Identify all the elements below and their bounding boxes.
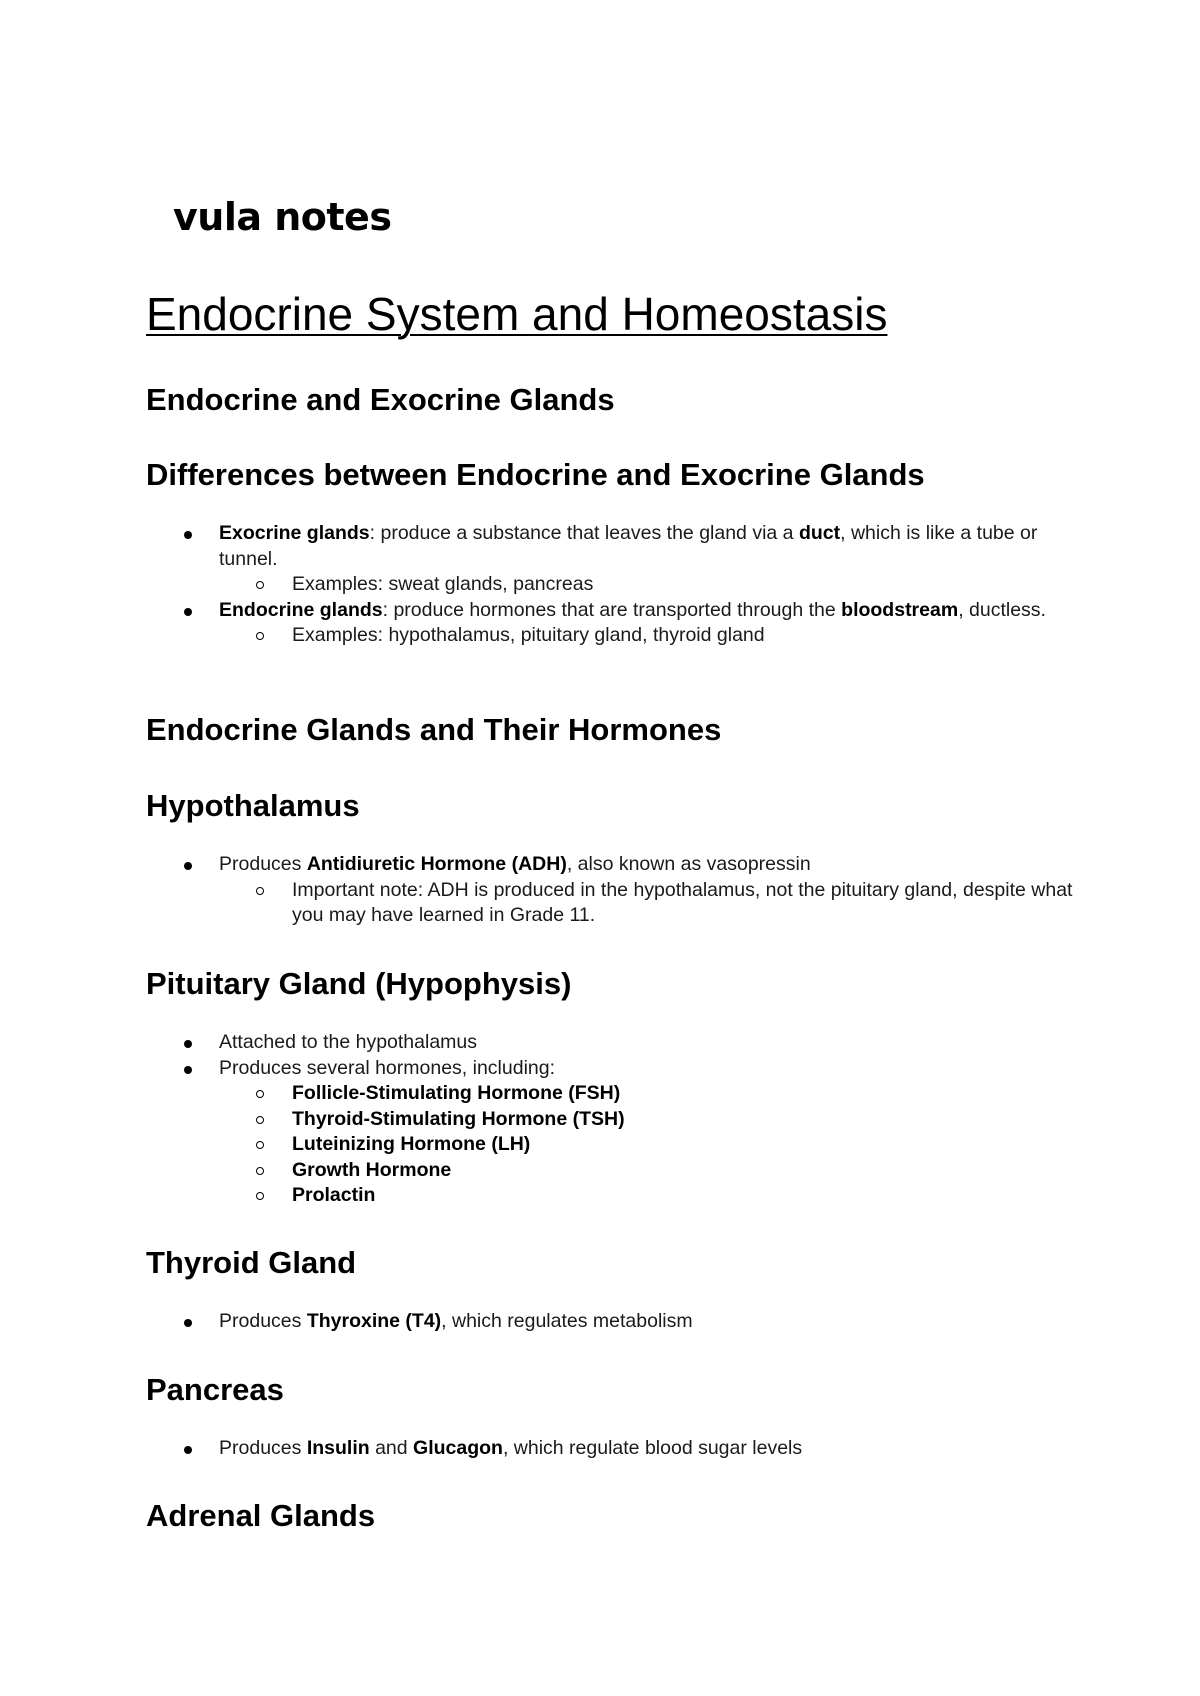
list-subitem-hormone: [146, 1158, 1086, 1184]
endocrine-text-end: , ductless.: [958, 598, 1046, 621]
term-glucagon: Glucagon: [413, 1437, 503, 1459]
list-item-adh: [146, 852, 1086, 878]
heading-endocrine-exocrine: Endocrine and Exocrine Glands: [146, 382, 615, 417]
term-bloodstream: bloodstream: [841, 598, 959, 621]
list-subitem-exocrine-examples: Examples: sweat glands, pancreas: [146, 572, 1086, 598]
heading-differences: Differences between Endocrine and Exocrine Glands: [146, 457, 925, 492]
term-endocrine: Endocrine glands: [219, 598, 383, 621]
term-tsh: Thyroid-Stimulating Hormone (TSH): [292, 1107, 625, 1130]
heading-hormones: Endocrine Glands and Their Hormones: [146, 712, 722, 747]
term-duct: duct: [798, 522, 841, 544]
logo-text: vula notes: [173, 195, 392, 239]
list-item-attached: Attached to the hypothalamus: [146, 1030, 1086, 1056]
term-adh: Antidiuretic Hormone (ADH): [306, 853, 567, 875]
pancreas-suffix: , which regulate blood sugar levels: [502, 1437, 803, 1459]
list-subitem-hormone: [146, 1107, 1086, 1133]
produces-text: Produces: [219, 1310, 307, 1332]
and-text: and: [369, 1437, 414, 1459]
heading-thyroid: Thyroid Gland: [146, 1245, 357, 1280]
differences-list: [146, 521, 1086, 649]
exocrine-text: : produce a substance that leaves the gland via a: [369, 522, 799, 544]
list-subitem-endocrine-examples: Examples: hypothalamus, pituitary gland, thyroid gland: [146, 623, 1086, 649]
thyroid-list: [146, 1309, 1086, 1335]
term-exocrine: Exocrine glands: [219, 522, 370, 544]
pancreas-list: [146, 1436, 1086, 1462]
term-fsh: Follicle-Stimulating Hormone (FSH): [292, 1082, 621, 1104]
term-growth-hormone: Growth Hormone: [292, 1158, 452, 1181]
thyroxine-suffix: , which regulates metabolism: [441, 1310, 693, 1332]
list-item-produces-several: Produces several hormones, including:: [146, 1056, 1086, 1082]
pituitary-list: [146, 1030, 1086, 1209]
list-subitem-hormone: [146, 1081, 1086, 1107]
heading-adrenal: Adrenal Glands: [146, 1498, 376, 1533]
list-subitem-hormone: [146, 1132, 1086, 1158]
list-item-exocrine: [146, 521, 1086, 572]
endocrine-text: : produce hormones that are transported through the: [382, 598, 842, 621]
heading-pancreas: Pancreas: [146, 1372, 284, 1407]
term-lh: Luteinizing Hormone (LH): [292, 1133, 531, 1155]
list-subitem-adh-note: Important note: ADH is produced in the hypothalamus, not the pituitary gland, despite what you may have learned in Grade 11.: [146, 878, 1086, 929]
heading-hypothalamus: Hypothalamus: [146, 788, 360, 823]
term-insulin: Insulin: [306, 1437, 370, 1459]
list-item-thyroxine: [146, 1309, 1086, 1335]
list-item-endocrine: [146, 598, 1086, 624]
document-title: Endocrine System and Homeostasis: [146, 288, 888, 340]
heading-pituitary: Pituitary Gland (Hypophysis): [146, 966, 572, 1001]
hypothalamus-list: [146, 852, 1086, 929]
list-subitem-hormone: [146, 1183, 1086, 1209]
exocrine-text-end: , which is like a tube or tunnel.: [219, 522, 1038, 570]
list-item-insulin-glucagon: [146, 1436, 1086, 1462]
produces-text: Produces: [219, 1437, 307, 1459]
term-thyroxine: Thyroxine (T4): [306, 1310, 442, 1332]
produces-text: Produces: [219, 853, 307, 875]
term-prolactin: Prolactin: [292, 1184, 376, 1206]
adh-suffix: , also known as vasopressin: [566, 853, 811, 875]
